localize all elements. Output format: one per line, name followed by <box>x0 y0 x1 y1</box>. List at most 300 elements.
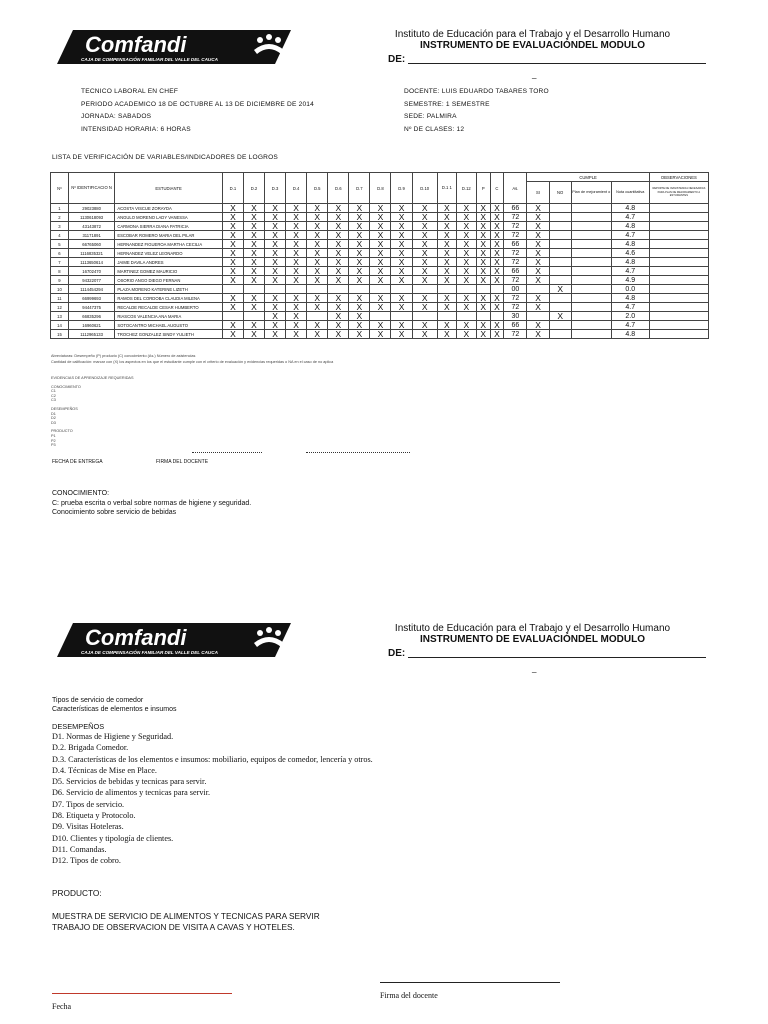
row-d8: X <box>370 276 391 285</box>
row-number: 8 <box>51 267 69 276</box>
row-id: 1113650614 <box>68 258 114 267</box>
row-p: X <box>476 213 490 222</box>
row-d4: X <box>286 240 307 249</box>
row-obs <box>649 312 708 321</box>
row-d3: X <box>265 258 286 267</box>
row-as: 30 <box>504 312 527 321</box>
row-d1: X <box>222 276 243 285</box>
knowledge-line-1: C: prueba escrita o verbal sobre normas de higiene y seguridad. <box>52 500 252 507</box>
evidence-p2: P2 <box>51 438 56 443</box>
row-d2: X <box>243 213 264 222</box>
class-count: Nº DE CLASES: 12 <box>404 125 465 133</box>
desempeno-item: D9. Visitas Hoteleras. <box>52 822 124 832</box>
signature-label-page2: Firma del docente <box>380 991 438 1000</box>
row-d12: X <box>456 330 476 339</box>
row-nota: 4.8 <box>611 258 649 267</box>
row-as: 72 <box>504 330 527 339</box>
row-d3: X <box>265 303 286 312</box>
col-d6: D.6 <box>328 173 349 204</box>
row-p: X <box>476 321 490 330</box>
desempeno-item: D12. Tipos de cobro. <box>52 856 121 866</box>
row-d3: X <box>265 240 286 249</box>
row-number: 2 <box>51 213 69 222</box>
row-number: 11 <box>51 294 69 303</box>
row-nota: 4.7 <box>611 267 649 276</box>
row-obs <box>649 258 708 267</box>
row-d7: X <box>349 231 370 240</box>
row-d8: X <box>370 213 391 222</box>
row-si: X <box>527 267 549 276</box>
row-d1: X <box>222 321 243 330</box>
row-d4: X <box>286 258 307 267</box>
row-p: X <box>476 231 490 240</box>
row-d1: X <box>222 294 243 303</box>
row-d8 <box>370 285 391 294</box>
row-d8: X <box>370 249 391 258</box>
evidence-d2: D2 <box>51 416 56 421</box>
row-d10: X <box>412 276 437 285</box>
row-plan <box>571 240 611 249</box>
row-c <box>490 285 504 294</box>
row-d5: X <box>307 276 328 285</box>
table-row <box>51 231 709 240</box>
row-d3: X <box>265 276 286 285</box>
row-d2 <box>243 312 264 321</box>
col-d9: D.9 <box>391 173 412 204</box>
table-row <box>51 267 709 276</box>
table-row <box>51 204 709 213</box>
row-student: ANGULO MORENO LADY VANESSA <box>115 213 223 222</box>
row-d5: X <box>307 204 328 213</box>
row-d1 <box>222 285 243 294</box>
row-no <box>549 222 571 231</box>
row-d9: X <box>391 249 412 258</box>
row-d6: X <box>328 312 349 321</box>
row-d9: X <box>391 240 412 249</box>
row-d12: X <box>456 321 476 330</box>
row-d11: X <box>437 330 456 339</box>
row-d7: X <box>349 321 370 330</box>
row-student: TROCHEZ GONZALEZ SINDY YULIETH <box>115 330 223 339</box>
row-d8: X <box>370 240 391 249</box>
col-obs: OBSERVACIONES <box>649 173 708 182</box>
col-plan: Plan de mejoramient o <box>571 182 611 204</box>
table-row <box>51 285 709 294</box>
row-d12: X <box>456 249 476 258</box>
row-d10: X <box>412 303 437 312</box>
evidence-desempenos: DESEMPEÑOS <box>51 406 78 411</box>
row-c: X <box>490 213 504 222</box>
row-si <box>527 285 549 294</box>
evidence-d3: D3 <box>51 420 56 425</box>
row-d12: X <box>456 204 476 213</box>
row-number: 4 <box>51 231 69 240</box>
row-si: X <box>527 330 549 339</box>
signature-line-2 <box>306 452 410 453</box>
row-id: 66765060 <box>68 240 114 249</box>
row-d7: X <box>349 249 370 258</box>
row-d11 <box>437 312 456 321</box>
row-d1: X <box>222 303 243 312</box>
row-d5 <box>307 285 328 294</box>
row-d6: X <box>328 213 349 222</box>
row-number: 10 <box>51 285 69 294</box>
col-num: Nº <box>51 173 69 204</box>
row-d4: X <box>286 330 307 339</box>
row-si: X <box>527 231 549 240</box>
row-p: X <box>476 276 490 285</box>
row-d7: X <box>349 258 370 267</box>
row-id: 43143872 <box>68 222 114 231</box>
logo-tagline: CAJA DE COMPENSACIÓN FAMILIAR DEL VALLE DEL CAUCA <box>81 57 218 62</box>
desempeno-item: D7. Tipos de servicio. <box>52 799 125 809</box>
row-d7: X <box>349 303 370 312</box>
row-no <box>549 303 571 312</box>
row-d2: X <box>243 321 264 330</box>
row-d8: X <box>370 258 391 267</box>
comfandi-logo-2 <box>55 621 293 659</box>
row-d5: X <box>307 267 328 276</box>
row-as: 66 <box>504 240 527 249</box>
row-c: X <box>490 303 504 312</box>
course-info-left <box>81 86 314 136</box>
row-c: X <box>490 249 504 258</box>
row-number: 7 <box>51 258 69 267</box>
list-title: LISTA DE VERIFICACIÓN DE VARIABLES/INDICADORES DE LOGROS <box>52 154 279 161</box>
row-plan <box>571 267 611 276</box>
row-obs <box>649 240 708 249</box>
row-as: 72 <box>504 249 527 258</box>
row-as: 66 <box>504 204 527 213</box>
table-row <box>51 249 709 258</box>
row-d10: X <box>412 267 437 276</box>
row-d11: X <box>437 258 456 267</box>
row-d7 <box>349 285 370 294</box>
row-student: HERNANDEZ VELEZ LEONARDO <box>115 249 223 258</box>
row-d10: X <box>412 240 437 249</box>
row-c: X <box>490 222 504 231</box>
row-obs <box>649 231 708 240</box>
row-d2 <box>243 285 264 294</box>
row-p <box>476 312 490 321</box>
row-si: X <box>527 204 549 213</box>
row-d1: X <box>222 249 243 258</box>
desempenos-title: DESEMPEÑOS <box>52 722 105 731</box>
row-d8: X <box>370 294 391 303</box>
desempeno-item: D.3. Características de los elementos e insumos: mobiliario, equipos de comedor, lencería y otros. <box>52 754 373 764</box>
header-block <box>370 29 695 51</box>
row-d8: X <box>370 321 391 330</box>
evaluation-table <box>50 172 709 339</box>
dash-mark-2: _ <box>532 664 537 673</box>
row-plan <box>571 222 611 231</box>
row-c: X <box>490 276 504 285</box>
row-d12 <box>456 312 476 321</box>
row-nota: 4.8 <box>611 240 649 249</box>
row-d3: X <box>265 204 286 213</box>
col-id: Nº IDENTIFICACIO N <box>68 173 114 204</box>
row-id: 1130618093 <box>68 213 114 222</box>
row-d7: X <box>349 204 370 213</box>
campus: SEDE: PALMIRA <box>404 113 457 120</box>
row-si: X <box>527 276 549 285</box>
row-d4: X <box>286 222 307 231</box>
row-student: RAMOS DEL CORDOBA CLAUDIA MILENA <box>115 294 223 303</box>
table-row <box>51 222 709 231</box>
desempenos-list <box>52 731 373 867</box>
institute-title-2: Instituto de Educación para el Trabajo y el Desarrollo Humano <box>394 623 671 634</box>
row-plan <box>571 294 611 303</box>
row-student: OSORIO ANGO DIEGO FERNAN <box>115 276 223 285</box>
row-plan <box>571 312 611 321</box>
row-si: X <box>527 222 549 231</box>
row-as: 72 <box>504 294 527 303</box>
row-si: X <box>527 294 549 303</box>
col-d11: D.1 1 <box>437 173 456 204</box>
row-obs <box>649 276 708 285</box>
row-si: X <box>527 213 549 222</box>
row-p: X <box>476 240 490 249</box>
row-nota: 4.8 <box>611 222 649 231</box>
row-no <box>549 204 571 213</box>
row-d1 <box>222 312 243 321</box>
row-student: ESCOBAR ROMERO MARIA DEL PILAR <box>115 231 223 240</box>
evidence-c1: C1 <box>51 389 56 394</box>
row-no <box>549 267 571 276</box>
row-nota: 4.7 <box>611 321 649 330</box>
header-block-2 <box>370 623 695 645</box>
row-d9 <box>391 285 412 294</box>
col-c: C <box>490 173 504 204</box>
row-id: 16702470 <box>68 267 114 276</box>
row-as: 66 <box>504 267 527 276</box>
row-number: 13 <box>51 312 69 321</box>
row-plan <box>571 330 611 339</box>
evidence-conocimiento: CONOCIMIENTO <box>51 384 81 389</box>
row-p: X <box>476 267 490 276</box>
row-nota: 4.8 <box>611 294 649 303</box>
row-obs <box>649 294 708 303</box>
row-obs <box>649 330 708 339</box>
row-number: 15 <box>51 330 69 339</box>
comfandi-logo <box>55 28 293 66</box>
row-d11: X <box>437 267 456 276</box>
row-d2: X <box>243 249 264 258</box>
row-obs <box>649 285 708 294</box>
row-d12: X <box>456 276 476 285</box>
row-d10: X <box>412 231 437 240</box>
table-row <box>51 213 709 222</box>
row-no <box>549 240 571 249</box>
row-d4: X <box>286 267 307 276</box>
row-d1: X <box>222 258 243 267</box>
row-no: X <box>549 312 571 321</box>
row-c: X <box>490 321 504 330</box>
evidence-p3: P3 <box>51 443 56 448</box>
row-obs <box>649 213 708 222</box>
row-d9: X <box>391 204 412 213</box>
row-d12: X <box>456 222 476 231</box>
row-plan <box>571 303 611 312</box>
row-d8: X <box>370 330 391 339</box>
col-si: SI <box>527 182 549 204</box>
row-d7: X <box>349 294 370 303</box>
row-no <box>549 321 571 330</box>
row-no <box>549 258 571 267</box>
table-row <box>51 321 709 330</box>
row-d12: X <box>456 303 476 312</box>
row-d2: X <box>243 330 264 339</box>
row-id: 29023880 <box>68 204 114 213</box>
knowledge-title: CONOCIMIENTO: <box>52 490 110 497</box>
producto-title: PRODUCTO: <box>52 888 102 898</box>
row-d6: X <box>328 258 349 267</box>
desempeno-item: D8. Etiqueta y Protocolo. <box>52 811 136 821</box>
row-d3: X <box>265 294 286 303</box>
row-d9: X <box>391 321 412 330</box>
row-d7: X <box>349 312 370 321</box>
producto-line-2: TRABAJO DE OBSERVACION DE VISITA A CAVAS Y HOTELES. <box>52 922 295 932</box>
row-d10: X <box>412 321 437 330</box>
row-d1: X <box>222 213 243 222</box>
row-as: 72 <box>504 222 527 231</box>
row-si: X <box>527 240 549 249</box>
row-d1: X <box>222 330 243 339</box>
row-as: 72 <box>504 231 527 240</box>
dash-mark: _ <box>532 70 537 79</box>
row-c: X <box>490 258 504 267</box>
signature-line-1 <box>192 452 262 453</box>
intro-line-1: Tipos de servicio de comedor <box>52 697 144 704</box>
row-d6: X <box>328 330 349 339</box>
row-d3: X <box>265 267 286 276</box>
row-d6: X <box>328 276 349 285</box>
row-c: X <box>490 240 504 249</box>
row-d5 <box>307 312 328 321</box>
row-d11: X <box>437 240 456 249</box>
delivery-date-label: FECHA DE ENTREGA <box>52 459 103 465</box>
row-d8: X <box>370 204 391 213</box>
row-p: X <box>476 249 490 258</box>
row-d2: X <box>243 258 264 267</box>
row-si: X <box>527 249 549 258</box>
row-d4: X <box>286 312 307 321</box>
row-d11 <box>437 285 456 294</box>
row-p: X <box>476 330 490 339</box>
row-d11: X <box>437 294 456 303</box>
row-d11: X <box>437 249 456 258</box>
desempeno-item: D.2. Brigada Comedor. <box>52 743 129 753</box>
date-label-page2: Fecha <box>52 1002 72 1011</box>
row-nota: 0.0 <box>611 285 649 294</box>
row-id: 66835296 <box>68 312 114 321</box>
row-d3: X <box>265 249 286 258</box>
desempeno-item: D5. Servicios de bebidas y tecnicas para servir. <box>52 777 207 787</box>
row-d10 <box>412 312 437 321</box>
col-p: P <box>476 173 490 204</box>
row-obs <box>649 303 708 312</box>
row-d4: X <box>286 276 307 285</box>
row-si <box>527 312 549 321</box>
col-student: ESTUDIANTE <box>115 173 223 204</box>
row-d12: X <box>456 294 476 303</box>
row-id: 66999693 <box>68 294 114 303</box>
table-row <box>51 276 709 285</box>
row-d7: X <box>349 267 370 276</box>
row-d5: X <box>307 321 328 330</box>
row-d9: X <box>391 276 412 285</box>
row-nota: 4.9 <box>611 276 649 285</box>
row-obs <box>649 204 708 213</box>
row-as: 72 <box>504 258 527 267</box>
row-c: X <box>490 231 504 240</box>
row-plan <box>571 276 611 285</box>
row-d12: X <box>456 231 476 240</box>
row-nota: 4.6 <box>611 249 649 258</box>
row-number: 14 <box>51 321 69 330</box>
row-d5: X <box>307 231 328 240</box>
row-si: X <box>527 303 549 312</box>
col-cumple: CUMPLE <box>527 173 649 182</box>
row-d2: X <box>243 240 264 249</box>
row-d9: X <box>391 303 412 312</box>
row-student: PLAZA MORENO KATERINE LIZETH <box>115 285 223 294</box>
evidence-producto: PRODUCTO <box>51 429 73 434</box>
logo-text-2: Comfandi <box>85 625 187 650</box>
table-row <box>51 294 709 303</box>
row-d2: X <box>243 204 264 213</box>
row-d10: X <box>412 294 437 303</box>
row-no <box>549 330 571 339</box>
row-d2: X <box>243 267 264 276</box>
row-d8: X <box>370 267 391 276</box>
row-d4 <box>286 285 307 294</box>
row-obs <box>649 321 708 330</box>
row-number: 3 <box>51 222 69 231</box>
row-d3: X <box>265 330 286 339</box>
instrument-title-2: INSTRUMENTO DE EVALUACIÓNDEL MODULO <box>419 634 645 645</box>
col-d7: D.7 <box>349 173 370 204</box>
evidence-p1: P1 <box>51 433 56 438</box>
col-d1: D.1 <box>222 173 243 204</box>
row-d4: X <box>286 213 307 222</box>
col-d12: D.12 <box>456 173 476 204</box>
evidence-d1: D1 <box>51 411 56 416</box>
table-row <box>51 240 709 249</box>
row-d6: X <box>328 222 349 231</box>
row-plan <box>571 249 611 258</box>
row-d12: X <box>456 267 476 276</box>
row-d9: X <box>391 222 412 231</box>
row-student: HERNANDEZ FIGUEROA MARTHA CECILIA <box>115 240 223 249</box>
row-id: 94322077 <box>68 276 114 285</box>
row-d9: X <box>391 330 412 339</box>
row-d10 <box>412 285 437 294</box>
row-d8 <box>370 312 391 321</box>
row-d7: X <box>349 222 370 231</box>
row-d1: X <box>222 222 243 231</box>
row-d11: X <box>437 204 456 213</box>
row-d6: X <box>328 321 349 330</box>
row-d5: X <box>307 330 328 339</box>
row-plan <box>571 258 611 267</box>
row-d2: X <box>243 294 264 303</box>
row-number: 6 <box>51 249 69 258</box>
row-d6: X <box>328 249 349 258</box>
row-d12: X <box>456 240 476 249</box>
row-d4: X <box>286 321 307 330</box>
teacher: DOCENTE: LUIS EDUARDO TABARES TORO <box>404 88 549 95</box>
